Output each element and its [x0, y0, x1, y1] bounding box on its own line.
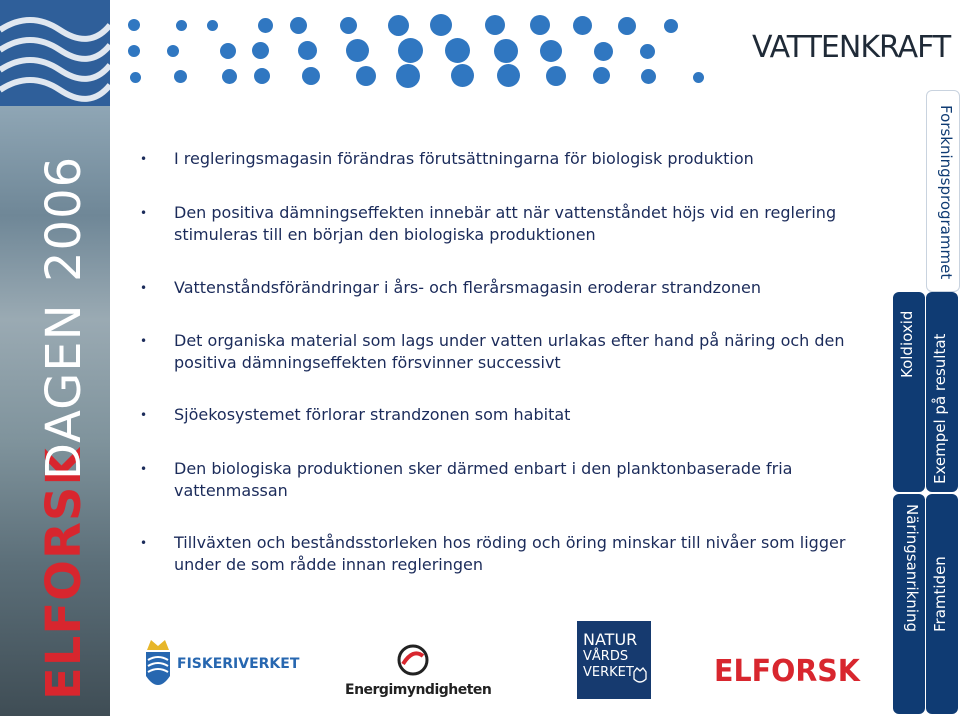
- naturvardsverket-logo: [577, 621, 651, 699]
- dot: [664, 19, 678, 33]
- page-title: VATTENKRAFT: [752, 30, 951, 65]
- dot: [176, 20, 187, 31]
- bullet-marker: •: [140, 408, 148, 422]
- dot: [451, 64, 474, 87]
- energimyndigheten-wordmark: Energimyndigheten: [345, 682, 492, 698]
- tab-label: Exempel på resultat: [931, 333, 949, 484]
- naturvardsverket-line3: VERKET: [583, 665, 634, 680]
- dot: [594, 42, 613, 61]
- energimyndigheten-logo: [345, 642, 492, 704]
- banner-event: DAGEN: [36, 303, 92, 480]
- dot: [174, 70, 187, 83]
- crown-shield-icon: [143, 636, 173, 698]
- dot: [573, 16, 592, 35]
- bullet-marker: •: [140, 152, 148, 166]
- dot: [693, 72, 704, 83]
- dot: [546, 66, 566, 86]
- tab-framtiden[interactable]: [926, 494, 958, 714]
- dot-pattern: [0, 0, 740, 100]
- fiskeriverket-logo: [143, 632, 300, 700]
- naturvardsverket-line2: VÅRDS: [583, 649, 629, 664]
- dot: [356, 66, 376, 86]
- dot: [252, 42, 269, 59]
- bullet-text: Den biologiska produktionen sker därmed enbart i den planktonbaserade fria vattenmassan: [174, 459, 793, 500]
- dot: [494, 39, 518, 63]
- energy-swirl-icon: [395, 642, 431, 678]
- naturvardsverket-line1: NATUR: [583, 630, 638, 649]
- left-banner: [0, 0, 110, 716]
- dot: [207, 20, 218, 31]
- dot: [298, 41, 317, 60]
- tab-koldioxid[interactable]: [893, 292, 925, 492]
- dot: [641, 69, 656, 84]
- elforsk-wordmark: ELFORSK: [714, 654, 860, 689]
- elforsk-logo: [714, 654, 884, 690]
- tab-label: Näringsanrikning: [903, 504, 921, 633]
- dot: [530, 15, 550, 35]
- dot: [258, 18, 273, 33]
- bullet-text: Sjöekosystemet förlorar strandzonen som habitat: [174, 405, 571, 424]
- dot: [396, 64, 420, 88]
- tab-exempel-pa-resultat[interactable]: [926, 292, 958, 492]
- bullet-text: Det organiska material som lags under vatten urlakas efter hand på näring och den positiva dämningseffekten försvinner successivt: [174, 331, 845, 372]
- dot: [593, 67, 610, 84]
- dot: [618, 17, 636, 35]
- banner-year: 2006: [36, 155, 92, 282]
- bullet-marker: •: [140, 206, 148, 220]
- crown-emblem-icon: [633, 667, 647, 685]
- tab-forskningsprogrammet[interactable]: [926, 90, 960, 292]
- bullet-marker: •: [140, 334, 148, 348]
- bullet-marker: •: [140, 536, 148, 550]
- bullet-text: I regleringsmagasin förändras förutsättningarna för biologisk produktion: [174, 149, 754, 168]
- bullet-marker: •: [140, 281, 148, 295]
- dot: [497, 64, 520, 87]
- dot: [346, 39, 369, 62]
- tab-label: Koldioxid: [898, 310, 916, 378]
- bullet-text: Vattenståndsförändringar i års- och flerårsmagasin eroderar strandzonen: [174, 278, 761, 297]
- dot: [430, 14, 452, 36]
- tab-label: Framtiden: [931, 556, 949, 632]
- dot: [290, 17, 307, 34]
- dot: [128, 19, 140, 31]
- dot: [388, 15, 409, 36]
- dot: [220, 43, 236, 59]
- dot: [340, 17, 357, 34]
- tab-label: Forskningsprogrammet: [937, 105, 955, 280]
- banner-brand: ELFORSK: [36, 447, 92, 700]
- dot: [222, 69, 237, 84]
- dot: [485, 15, 505, 35]
- dot: [254, 68, 270, 84]
- dot: [640, 44, 655, 59]
- tab-naringsanrikning[interactable]: [893, 494, 925, 714]
- dot: [130, 72, 141, 83]
- dot: [167, 45, 179, 57]
- fiskeriverket-wordmark: FISKERIVERKET: [177, 656, 300, 672]
- bullet-text: Den positiva dämningseffekten innebär att när vattenståndet höjs vid en reglering stimuleras till en början den biologiska produktionen: [174, 203, 837, 244]
- bullet-text: Tillväxten och beståndsstorleken hos röding och öring minskar till nivåer som ligger under de som rådde innan regleringen: [174, 533, 846, 574]
- dot: [540, 40, 562, 62]
- dot: [302, 67, 320, 85]
- dot: [398, 38, 423, 63]
- bullet-marker: •: [140, 462, 148, 476]
- dot: [445, 38, 470, 63]
- dot: [128, 45, 140, 57]
